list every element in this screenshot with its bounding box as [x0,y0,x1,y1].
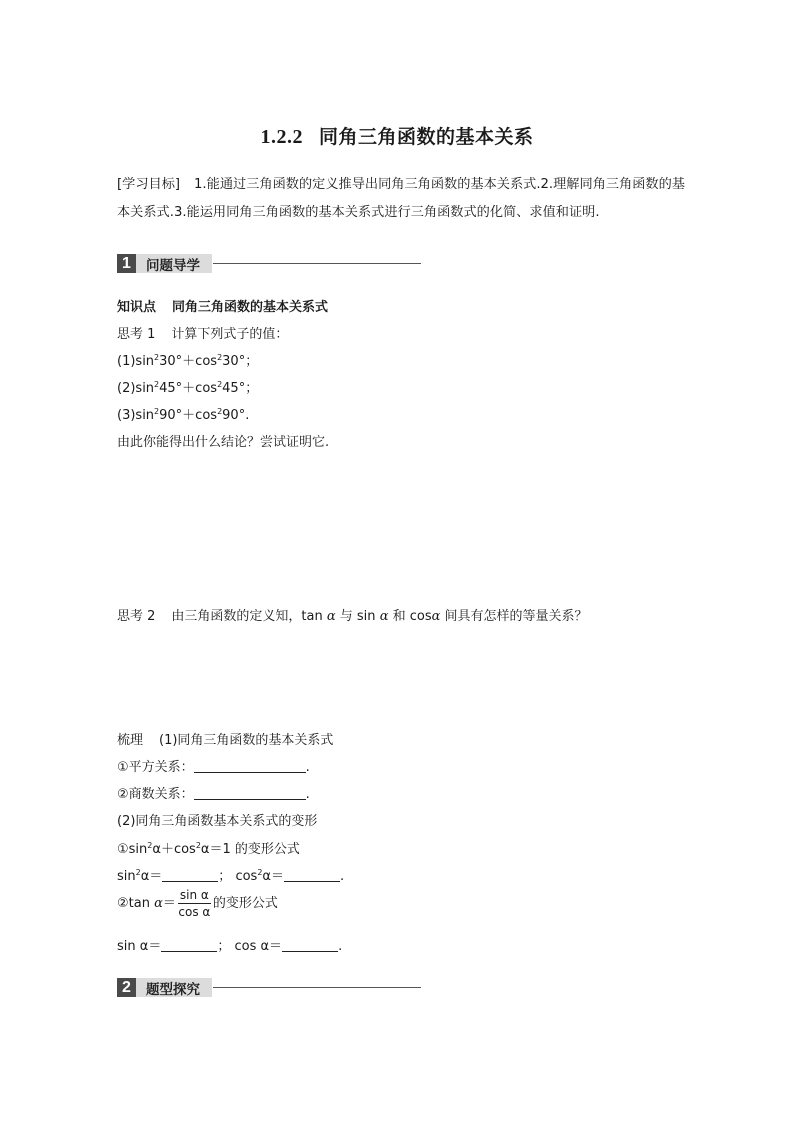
summary-label: 梳理 [117,733,144,748]
fraction-denominator: cos α [178,905,211,919]
section-header-2 [117,977,421,998]
knowledge-point [117,296,328,315]
expr-part: 30°； [222,354,259,369]
alpha-symbol: α [326,609,336,624]
think1-conclusion: 由此你能得出什么结论？尝试证明它. [117,435,330,450]
alpha-symbol: α [154,896,163,911]
think1-item-1 [117,350,258,369]
expr-part: α＝ [140,869,163,884]
punct: ； [218,869,232,884]
expr-part: ①sin [117,842,148,857]
section-header-1 [117,253,421,274]
expr-part: 30°＋cos [159,354,218,369]
alpha-symbol: α [431,609,441,624]
think2-prompt [117,605,588,624]
section-number-box: 1 [117,254,136,273]
summary-heading-1: (1)同角三角函数的基本关系式 [159,733,334,748]
fraction [178,888,211,919]
expr-part: sin α＝ [117,939,162,954]
exponent: 2 [135,868,141,877]
think1-label: 思考 1 [117,327,156,342]
punct: . [338,939,343,954]
knowledge-point-label: 知识点 [117,300,157,315]
expr-part: α＋cos [152,842,196,857]
square-relation-label: ①平方关系： [117,760,194,775]
alpha-symbol: α [379,609,389,624]
exponent: 2 [195,841,201,850]
variant1-formulas [117,865,344,884]
exponent: 2 [154,353,160,362]
think2-text: 由三角函数的定义知，tan [171,609,323,624]
think2-text: 与 sin [339,609,376,624]
section-label: 问题导学 [136,254,212,273]
variant1-heading [117,838,300,857]
expr-part: 90°＋cos [159,408,218,423]
expr-part: cos [235,869,258,884]
think2-label: 思考 2 [117,609,156,624]
expr-part: cos α＝ [234,939,283,954]
section-label: 题型探究 [136,978,212,997]
think1-prompt [117,323,288,342]
answer-blank[interactable] [162,868,218,882]
expr-part: 90°. [222,408,250,423]
exponent: 2 [147,841,153,850]
punct: ； [217,939,231,954]
answer-blank[interactable] [194,759,306,773]
section-rule [213,987,421,988]
expr-part: ＝ [162,896,176,911]
expr-part: 的变形公式 [212,896,278,911]
variant2-heading [117,888,278,919]
summary-heading [117,729,333,748]
variant2-formulas [117,935,342,954]
goals-text: 1.能通过三角函数的定义推导出同角三角函数的基本关系式.2.理解同角三角函数的基本关系式.3.能运用同角三角函数的基本关系式进行三角函数式的化简、求值和证明. [117,177,685,220]
page-title [0,122,794,149]
think2-text: 间具有怎样的等量关系？ [444,609,588,624]
quotient-relation [117,783,310,802]
think2-text: 和 cos [392,609,432,624]
punct: . [305,760,310,775]
expr-part: (1)sin [117,354,155,369]
knowledge-point-text: 同角三角函数的基本关系式 [172,300,329,315]
answer-blank[interactable] [194,786,306,800]
exponent: 2 [154,407,160,416]
exponent: 2 [217,407,223,416]
goals-tag: [学习目标] [117,177,181,192]
quotient-relation-label: ②商数关系： [117,787,194,802]
section-rule [213,263,421,264]
expr-part: ②tan [117,896,150,911]
expr-part: sin [117,869,136,884]
expr-part: (3)sin [117,408,155,423]
answer-blank[interactable] [284,868,340,882]
expr-part: α＝1 的变形公式 [200,842,300,857]
summary-heading-2: (2)同角三角函数基本关系式的变形 [117,814,318,829]
punct: . [305,787,310,802]
fraction-numerator: sin α [179,888,209,902]
title-text: 同角三角函数的基本关系 [318,126,534,148]
learning-goals [117,171,692,227]
expr-part: α＝ [262,869,284,884]
answer-blank[interactable] [282,938,338,952]
exponent: 2 [257,868,263,877]
expr-part: 45°； [222,381,259,396]
expr-part: (2)sin [117,381,155,396]
exponent: 2 [154,380,160,389]
exponent: 2 [217,380,223,389]
think1-text: 计算下列式子的值： [171,327,289,342]
square-relation [117,756,310,775]
expr-part: 45°＋cos [159,381,218,396]
answer-blank[interactable] [161,938,217,952]
punct: . [340,869,345,884]
section-number: 1.2.2 [260,126,303,148]
think1-item-2 [117,377,258,396]
section-number-box: 2 [117,978,136,997]
think1-item-3 [117,404,249,423]
exponent: 2 [217,353,223,362]
